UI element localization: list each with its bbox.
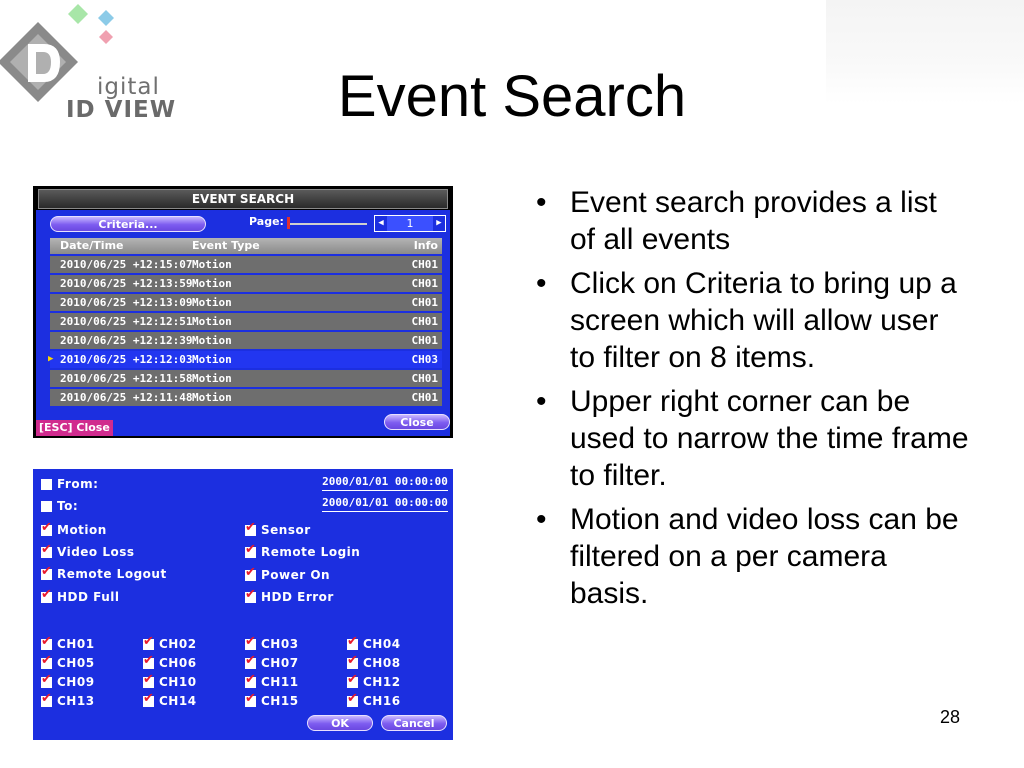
checkbox-checked-icon[interactable] <box>347 639 358 650</box>
channel-checkbox-ch11[interactable] <box>245 675 299 689</box>
event-row[interactable] <box>50 313 442 330</box>
channel-label: CH05 <box>57 656 95 670</box>
checkbox-checked-icon[interactable] <box>245 525 256 536</box>
hdd-error-checkbox[interactable] <box>245 590 334 604</box>
checkbox-checked-icon[interactable] <box>41 658 52 669</box>
channel-label: CH11 <box>261 675 299 689</box>
event-row[interactable] <box>50 275 442 292</box>
column-header-event-type[interactable]: Event Type <box>192 239 260 252</box>
page-label: Page: <box>249 215 284 228</box>
channel-label: CH09 <box>57 675 95 689</box>
power-on-label: Power On <box>261 568 331 582</box>
event-row[interactable] <box>50 370 442 387</box>
checkbox-checked-icon[interactable] <box>347 696 358 707</box>
bullet-list <box>530 184 970 619</box>
bullet-item: • Event search provides a list of all events <box>530 184 970 258</box>
event-row[interactable] <box>50 351 442 368</box>
checkbox-checked-icon[interactable] <box>41 569 52 580</box>
channel-checkbox-ch13[interactable] <box>41 694 95 708</box>
channel-label: CH16 <box>363 694 401 708</box>
channel-checkbox-ch10[interactable] <box>143 675 197 689</box>
channel-checkbox-ch05[interactable] <box>41 656 95 670</box>
event-table-header <box>50 238 442 254</box>
to-label: To: <box>57 499 79 513</box>
cancel-button[interactable]: Cancel <box>381 715 447 731</box>
bullet-item: • Motion and video loss can be filtered on a per camera basis. <box>530 501 970 612</box>
channel-label: CH12 <box>363 675 401 689</box>
checkbox-checked-icon[interactable] <box>41 547 52 558</box>
event-type: Motion <box>192 372 232 385</box>
channel-checkbox-ch04[interactable] <box>347 637 401 651</box>
channel-checkbox-ch14[interactable] <box>143 694 197 708</box>
checkbox-checked-icon[interactable] <box>143 658 154 669</box>
checkbox-checked-icon[interactable] <box>347 658 358 669</box>
event-datetime: 2010/06/25 +12:12:03 <box>60 353 193 366</box>
event-info: CH01 <box>411 315 438 328</box>
page-value: 1 <box>387 216 433 231</box>
event-type: Motion <box>192 353 232 366</box>
criteria-button[interactable]: Criteria... <box>50 216 206 232</box>
hdd-error-label: HDD Error <box>261 590 334 604</box>
channel-checkbox-ch01[interactable] <box>41 637 95 651</box>
event-info: CH01 <box>411 277 438 290</box>
page-selector[interactable] <box>374 215 446 232</box>
power-on-checkbox[interactable] <box>245 568 330 582</box>
logo-word-digital: igital <box>97 74 160 100</box>
event-list <box>50 256 442 408</box>
from-label: From: <box>57 477 99 491</box>
event-info: CH01 <box>411 391 438 404</box>
channel-label: CH15 <box>261 694 299 708</box>
sensor-checkbox[interactable] <box>245 523 311 537</box>
video-loss-label: Video Loss <box>57 545 135 559</box>
event-type: Motion <box>192 258 232 271</box>
checkbox-checked-icon[interactable] <box>245 639 256 650</box>
checkbox-checked-icon[interactable] <box>41 592 52 603</box>
channel-checkbox-ch06[interactable] <box>143 656 197 670</box>
column-header-datetime[interactable]: Date/Time <box>60 239 124 252</box>
event-info: CH01 <box>411 258 438 271</box>
checkbox-checked-icon[interactable] <box>245 696 256 707</box>
event-info: CH03 <box>411 353 438 366</box>
video-loss-checkbox[interactable] <box>41 545 135 559</box>
event-datetime: 2010/06/25 +12:11:58 <box>60 372 193 385</box>
motion-label: Motion <box>57 523 107 537</box>
channel-label: CH04 <box>363 637 401 651</box>
from-datetime-field[interactable]: 2000/01/01 00:00:00 <box>322 474 448 491</box>
to-datetime-field[interactable]: 2000/01/01 00:00:00 <box>322 495 448 512</box>
event-type: Motion <box>192 334 232 347</box>
checkbox-checked-icon[interactable] <box>143 639 154 650</box>
from-checkbox[interactable] <box>41 477 98 491</box>
channel-label: CH10 <box>159 675 197 689</box>
checkbox-checked-icon[interactable] <box>245 570 256 581</box>
column-header-info[interactable]: Info <box>413 239 438 252</box>
checkbox-checked-icon[interactable] <box>41 696 52 707</box>
channel-label: CH14 <box>159 694 197 708</box>
checkbox-checked-icon[interactable] <box>41 677 52 688</box>
selection-arrow-icon: ▶ <box>48 354 54 364</box>
event-row[interactable] <box>50 389 442 406</box>
event-info: CH01 <box>411 372 438 385</box>
ok-button[interactable]: OK <box>307 715 373 731</box>
event-search-screen <box>33 186 453 438</box>
event-datetime: 2010/06/25 +12:13:09 <box>60 296 193 309</box>
channel-checkbox-ch08[interactable] <box>347 656 401 670</box>
channel-checkbox-ch03[interactable] <box>245 637 299 651</box>
motion-checkbox[interactable] <box>41 523 107 537</box>
page-prev-icon[interactable]: ◀ <box>375 216 387 231</box>
checkbox-icon[interactable] <box>41 501 52 512</box>
checkbox-checked-icon[interactable] <box>347 677 358 688</box>
channel-label: CH07 <box>261 656 299 670</box>
sensor-label: Sensor <box>261 523 311 537</box>
page-slider-thumb[interactable] <box>287 217 290 229</box>
event-datetime: 2010/06/25 +12:12:51 <box>60 315 193 328</box>
event-datetime: 2010/06/25 +12:12:39 <box>60 334 193 347</box>
event-datetime: 2010/06/25 +12:11:48 <box>60 391 193 404</box>
hdd-full-checkbox[interactable] <box>41 590 120 604</box>
event-search-body <box>36 210 450 436</box>
checkbox-checked-icon[interactable] <box>245 677 256 688</box>
page-slider-track[interactable] <box>287 223 367 225</box>
checkbox-checked-icon[interactable] <box>41 525 52 536</box>
event-search-header: EVENT SEARCH <box>38 189 448 209</box>
event-datetime: 2010/06/25 +12:15:07 <box>60 258 193 271</box>
channel-label: CH01 <box>57 637 95 651</box>
bullet-item: • Click on Criteria to bring up a screen which will allow user to filter on 8 items. <box>530 265 970 376</box>
event-datetime: 2010/06/25 +12:13:59 <box>60 277 193 290</box>
event-row[interactable] <box>50 256 442 273</box>
event-type: Motion <box>192 296 232 309</box>
channel-label: CH03 <box>261 637 299 651</box>
bullet-item: • Upper right corner can be used to narrow the time frame to filter. <box>530 383 970 494</box>
event-type: Motion <box>192 315 232 328</box>
channel-checkbox-ch07[interactable] <box>245 656 299 670</box>
event-info: CH01 <box>411 334 438 347</box>
channel-label: CH02 <box>159 637 197 651</box>
event-row[interactable] <box>50 332 442 349</box>
remote-logout-label: Remote Logout <box>57 567 167 581</box>
event-type: Motion <box>192 391 232 404</box>
channel-label: CH13 <box>57 694 95 708</box>
logo-word-idview: ID VIEW <box>66 97 177 123</box>
channel-checkbox-ch09[interactable] <box>41 675 95 689</box>
channel-label: CH06 <box>159 656 197 670</box>
event-type: Motion <box>192 277 232 290</box>
channel-label: CH08 <box>363 656 401 670</box>
channel-checkbox-ch12[interactable] <box>347 675 401 689</box>
remote-login-label: Remote Login <box>261 545 361 559</box>
event-row[interactable] <box>50 294 442 311</box>
checkbox-checked-icon[interactable] <box>143 677 154 688</box>
checkbox-checked-icon[interactable] <box>245 658 256 669</box>
remote-logout-checkbox[interactable] <box>41 567 167 581</box>
hdd-full-label: HDD Full <box>57 590 120 604</box>
channel-checkbox-ch02[interactable] <box>143 637 197 651</box>
checkbox-checked-icon[interactable] <box>41 639 52 650</box>
event-info: CH01 <box>411 296 438 309</box>
esc-close-hint: [ESC] Close <box>36 420 113 436</box>
checkbox-checked-icon[interactable] <box>245 592 256 603</box>
checkbox-checked-icon[interactable] <box>143 696 154 707</box>
page-next-icon[interactable]: ▶ <box>433 216 445 231</box>
to-checkbox[interactable] <box>41 499 78 513</box>
remote-login-checkbox[interactable] <box>245 545 360 559</box>
slide-title: Event Search <box>337 64 687 129</box>
channel-checkbox-ch16[interactable] <box>347 694 401 708</box>
close-button[interactable]: Close <box>384 414 450 430</box>
search-criteria-screen <box>33 469 453 740</box>
page-number: 28 <box>940 707 961 727</box>
checkbox-icon[interactable] <box>41 479 52 490</box>
channel-checkbox-ch15[interactable] <box>245 694 299 708</box>
checkbox-checked-icon[interactable] <box>245 547 256 558</box>
